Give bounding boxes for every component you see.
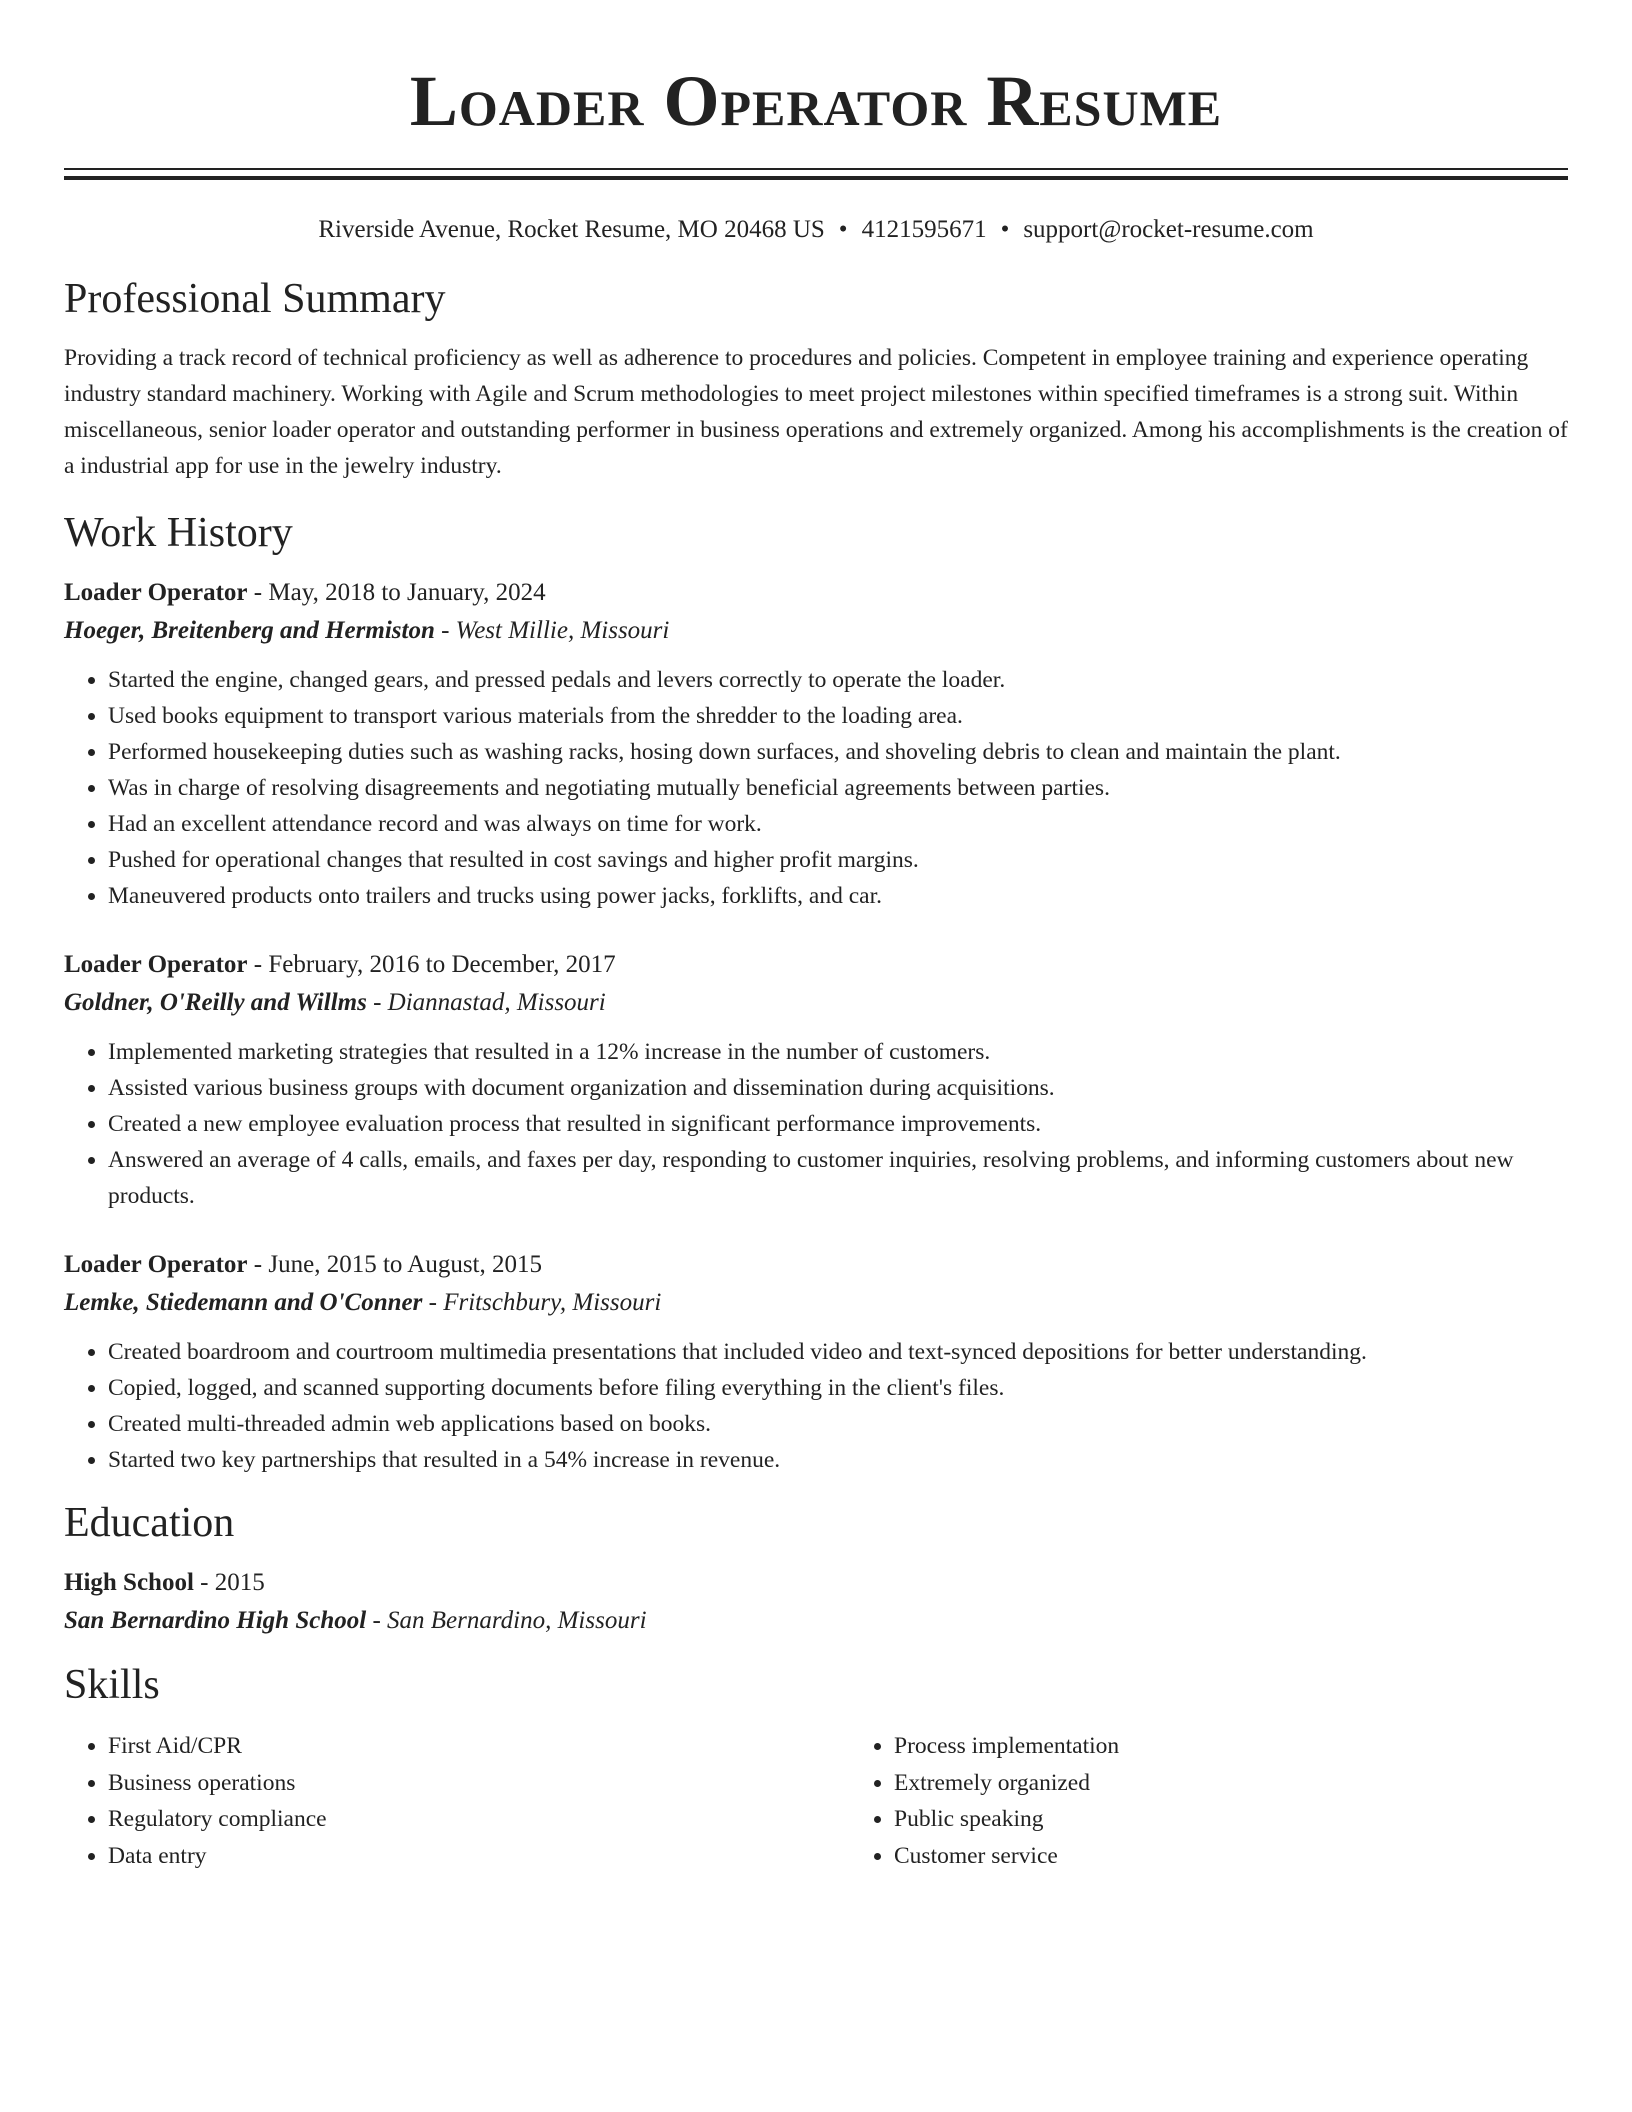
job-entry xyxy=(64,576,1568,914)
education-degree-line xyxy=(64,1566,1568,1600)
contact-line xyxy=(64,214,1568,246)
skill-item: • Extremely organized xyxy=(894,1765,1568,1802)
job-bullet: • Copied, logged, and scanned supporting documents before filing everything in the client's files. xyxy=(108,1370,1568,1406)
title-divider-thin xyxy=(64,168,1568,170)
education-location: - San Bernardino, Missouri xyxy=(366,1607,647,1634)
summary-heading: Professional Summary xyxy=(64,276,446,322)
job-bullet: • Performed housekeeping duties such as washing racks, hosing down surfaces, and shoveling debris to clean and maintain the plant. xyxy=(108,734,1568,770)
skill-item: • Process implementation xyxy=(894,1728,1568,1765)
job-bullet: • Created a new employee evaluation process that resulted in significant performance improvements. xyxy=(108,1106,1568,1142)
job-bullets xyxy=(64,662,1568,914)
job-bullet: • Started two key partnerships that resulted in a 54% increase in revenue. xyxy=(108,1442,1568,1478)
job-title-line xyxy=(64,948,1568,982)
skills-heading: Skills xyxy=(64,1662,160,1708)
title-divider-thick xyxy=(64,176,1568,180)
job-title: Loader Operator xyxy=(64,951,248,978)
education-school-line xyxy=(64,1604,1568,1638)
education-year: - 2015 xyxy=(193,1569,265,1596)
job-bullet: • Started the engine, changed gears, and pressed pedals and levers correctly to operate the loader. xyxy=(108,662,1568,698)
skill-item: • Regulatory compliance xyxy=(108,1801,850,1838)
skills-column-right xyxy=(850,1728,1568,1874)
job-bullet: • Used books equipment to transport various materials from the shredder to the loading area. xyxy=(108,698,1568,734)
skill-item: • Public speaking xyxy=(894,1801,1568,1838)
job-bullet: • Pushed for operational changes that resulted in cost savings and higher profit margins. xyxy=(108,842,1568,878)
job-title-line xyxy=(64,1248,1568,1282)
job-company: Goldner, O'Reilly and Willms xyxy=(64,989,367,1016)
resume-page xyxy=(64,0,1568,1874)
contact-separator: • xyxy=(1000,216,1010,243)
contact-address: Riverside Avenue, Rocket Resume, MO 20468 US xyxy=(318,216,825,243)
education-degree: High School xyxy=(64,1569,194,1596)
job-entry xyxy=(64,948,1568,1214)
job-bullet: • Answered an average of 4 calls, emails, and faxes per day, responding to customer inquiries, resolving problems, and informing customers about new products. xyxy=(108,1142,1568,1214)
job-bullet: • Had an excellent attendance record and was always on time for work. xyxy=(108,806,1568,842)
job-title-line xyxy=(64,576,1568,610)
contact-separator: • xyxy=(838,216,848,243)
job-bullet: • Implemented marketing strategies that resulted in a 12% increase in the number of customers. xyxy=(108,1034,1568,1070)
resume-title: Loader Operator Resume xyxy=(409,61,1223,141)
contact-phone: 4121595671 xyxy=(861,216,987,243)
job-company-line xyxy=(64,1286,1568,1320)
education-school: San Bernardino High School xyxy=(64,1607,367,1634)
skill-item: • Customer service xyxy=(894,1838,1568,1875)
job-location: - Fritschbury, Missouri xyxy=(422,1289,662,1316)
skills-column-left xyxy=(64,1728,850,1874)
job-bullets xyxy=(64,1034,1568,1214)
job-company: Lemke, Stiedemann and O'Conner xyxy=(64,1289,423,1316)
skill-item: • Business operations xyxy=(108,1765,850,1802)
job-bullet: • Created boardroom and courtroom multimedia presentations that included video and text-synced depositions for better understanding. xyxy=(108,1334,1568,1370)
summary-text: Providing a track record of technical proficiency as well as adherence to procedures and policies. Competent in employee training and experience operating industry standard machinery. Working with Agile and Scrum methodologies to meet project milestones within specified timeframes is a strong suit. Within miscellaneous, senior loader operator and outstanding performer in business operations and extremely organized. Among his accomplishments is the creation of a industrial app for use in the jewelry industry. xyxy=(64,345,1568,479)
job-dates: - February, 2016 to December, 2017 xyxy=(247,951,616,978)
job-bullet: • Assisted various business groups with document organization and dissemination during acquisitions. xyxy=(108,1070,1568,1106)
skill-item: • First Aid/CPR xyxy=(108,1728,850,1765)
job-bullet: • Created multi-threaded admin web applications based on books. xyxy=(108,1406,1568,1442)
job-bullet: • Was in charge of resolving disagreements and negotiating mutually beneficial agreements between parties. xyxy=(108,770,1568,806)
job-entry xyxy=(64,1248,1568,1478)
work-history-heading: Work History xyxy=(64,510,293,556)
job-title: Loader Operator xyxy=(64,1251,248,1278)
skill-item: • Data entry xyxy=(108,1838,850,1875)
job-bullets xyxy=(64,1334,1568,1478)
job-title: Loader Operator xyxy=(64,579,248,606)
contact-email: support@rocket-resume.com xyxy=(1023,216,1314,243)
job-company-line xyxy=(64,614,1568,648)
skills-grid xyxy=(64,1728,1568,1874)
job-dates: - June, 2015 to August, 2015 xyxy=(247,1251,542,1278)
job-bullet: • Maneuvered products onto trailers and trucks using power jacks, forklifts, and car. xyxy=(108,878,1568,914)
education-heading: Education xyxy=(64,1500,235,1546)
job-company-line xyxy=(64,986,1568,1020)
job-company: Hoeger, Breitenberg and Hermiston xyxy=(64,617,435,644)
job-location: - Diannastad, Missouri xyxy=(366,989,606,1016)
education-entry xyxy=(64,1566,1568,1638)
job-location: - West Millie, Missouri xyxy=(434,617,670,644)
job-dates: - May, 2018 to January, 2024 xyxy=(247,579,546,606)
